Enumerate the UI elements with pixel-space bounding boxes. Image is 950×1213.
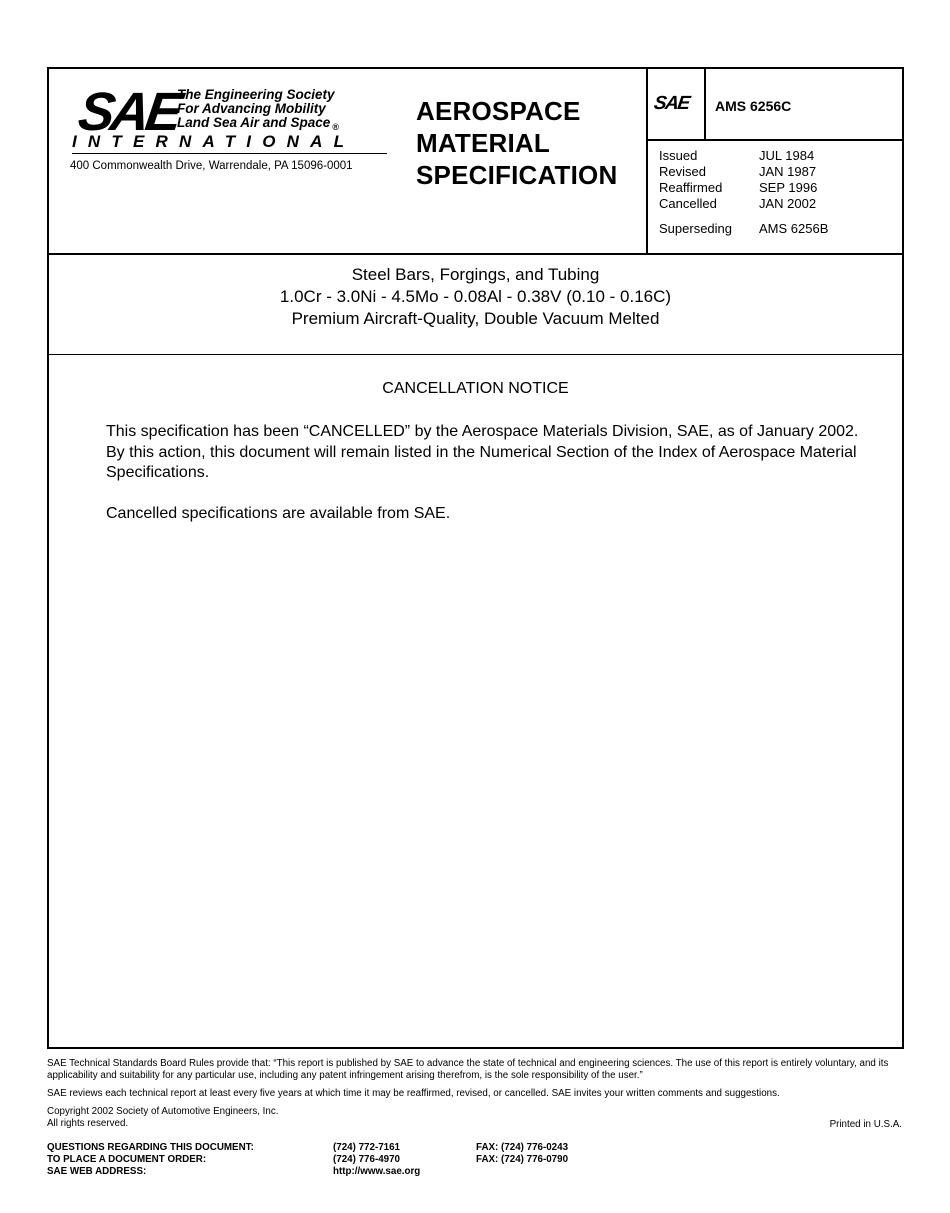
copyright-text: Copyright 2002 Society of Automotive Engineers, Inc. <box>47 1106 279 1117</box>
sae-tagline <box>177 88 339 134</box>
revision-dates <box>659 148 828 237</box>
footer-rules-text: SAE Technical Standards Board Rules provide that: “This report is published by SAE to advance the state of technical and engineering sciences. The use of this report is entirely voluntary, and its applicability and suitability for any particular use, including any patent infringement arising therefrom, is the sole responsibility of the user.” <box>47 1058 889 1081</box>
printed-in-text: Printed in U.S.A. <box>829 1119 902 1130</box>
document-number: AMS 6256C <box>715 98 792 114</box>
tagline-line-3: Land Sea Air and Space $_®$ <box>177 115 339 132</box>
sae-logo <box>69 82 399 195</box>
rights-text: All rights reserved. <box>47 1118 129 1129</box>
title-line-1: AEROSPACE <box>416 96 581 126</box>
superseding-row: Superseding AMS 6256B <box>659 221 829 236</box>
date-row-issued: Issued JUL 1984 <box>659 148 815 163</box>
document-frame <box>47 67 904 1049</box>
sae-logo-mark: SAE <box>74 82 183 142</box>
sae-address: 400 Commonwealth Drive, Warrendale, PA 15096-0001 <box>70 160 353 172</box>
footer-review-text: SAE reviews each technical report at least every five years at which time it may be reaffirmed, revised, or cancelled. SAE invites your written comments and suggestions. <box>47 1088 780 1099</box>
contact-info <box>47 1142 568 1178</box>
sae-international-wordmark: INTERNATIONAL <box>72 132 356 151</box>
document-footer <box>47 1058 904 1132</box>
subject-line-3: Premium Aircraft-Quality, Double Vacuum Melted <box>291 309 660 328</box>
registered-mark: ® <box>332 122 339 132</box>
logo-divider <box>72 153 387 154</box>
subject-line-1: Steel Bars, Forgings, and Tubing <box>351 265 600 284</box>
copyright-row <box>47 1106 904 1132</box>
subject-line-2: 1.0Cr - 3.0Ni - 4.5Mo - 0.08Al - 0.38V (0.10 - 0.16C) <box>279 287 672 306</box>
title-line-2: MATERIAL <box>416 128 550 158</box>
date-row-revised: Revised JAN 1987 <box>659 164 817 179</box>
notice-paragraph-1: This specification has been “CANCELLED” by the Aerospace Materials Division, SAE, as of January 2002. By this action, this document will remain listed in the Numerical Section of the Index of Aerospace Material Specifications. <box>106 423 859 481</box>
sae-web-link[interactable]: http://www.sae.org <box>333 1166 421 1177</box>
date-row-cancelled: Cancelled JAN 2002 <box>659 196 817 211</box>
notice-body <box>106 422 881 544</box>
contact-row: TO PLACE A DOCUMENT ORDER: (724) 776-4970 FAX: (724) 776-0790 <box>47 1154 569 1165</box>
document-number-box <box>648 69 902 141</box>
contact-row: QUESTIONS REGARDING THIS DOCUMENT: (724) 772-7161 FAX: (724) 776-0243 <box>47 1142 569 1153</box>
document-subject <box>49 255 902 355</box>
cancellation-heading: CANCELLATION NOTICE <box>382 380 569 397</box>
document-type-title <box>416 95 617 191</box>
date-row-reaffirmed: Reaffirmed SEP 1996 <box>659 180 818 195</box>
doc-box-divider <box>704 69 706 139</box>
contact-row: SAE WEB ADDRESS: http://www.sae.org <box>47 1166 568 1178</box>
tagline-line-2: For Advancing Mobility <box>177 101 326 116</box>
sae-small-logo: SAE <box>652 93 691 114</box>
title-line-3: SPECIFICATION <box>416 160 618 190</box>
document-header <box>49 69 902 255</box>
notice-paragraph-2: Cancelled specifications are available from SAE. <box>106 504 451 522</box>
tagline-line-1: The Engineering Society <box>177 87 335 102</box>
